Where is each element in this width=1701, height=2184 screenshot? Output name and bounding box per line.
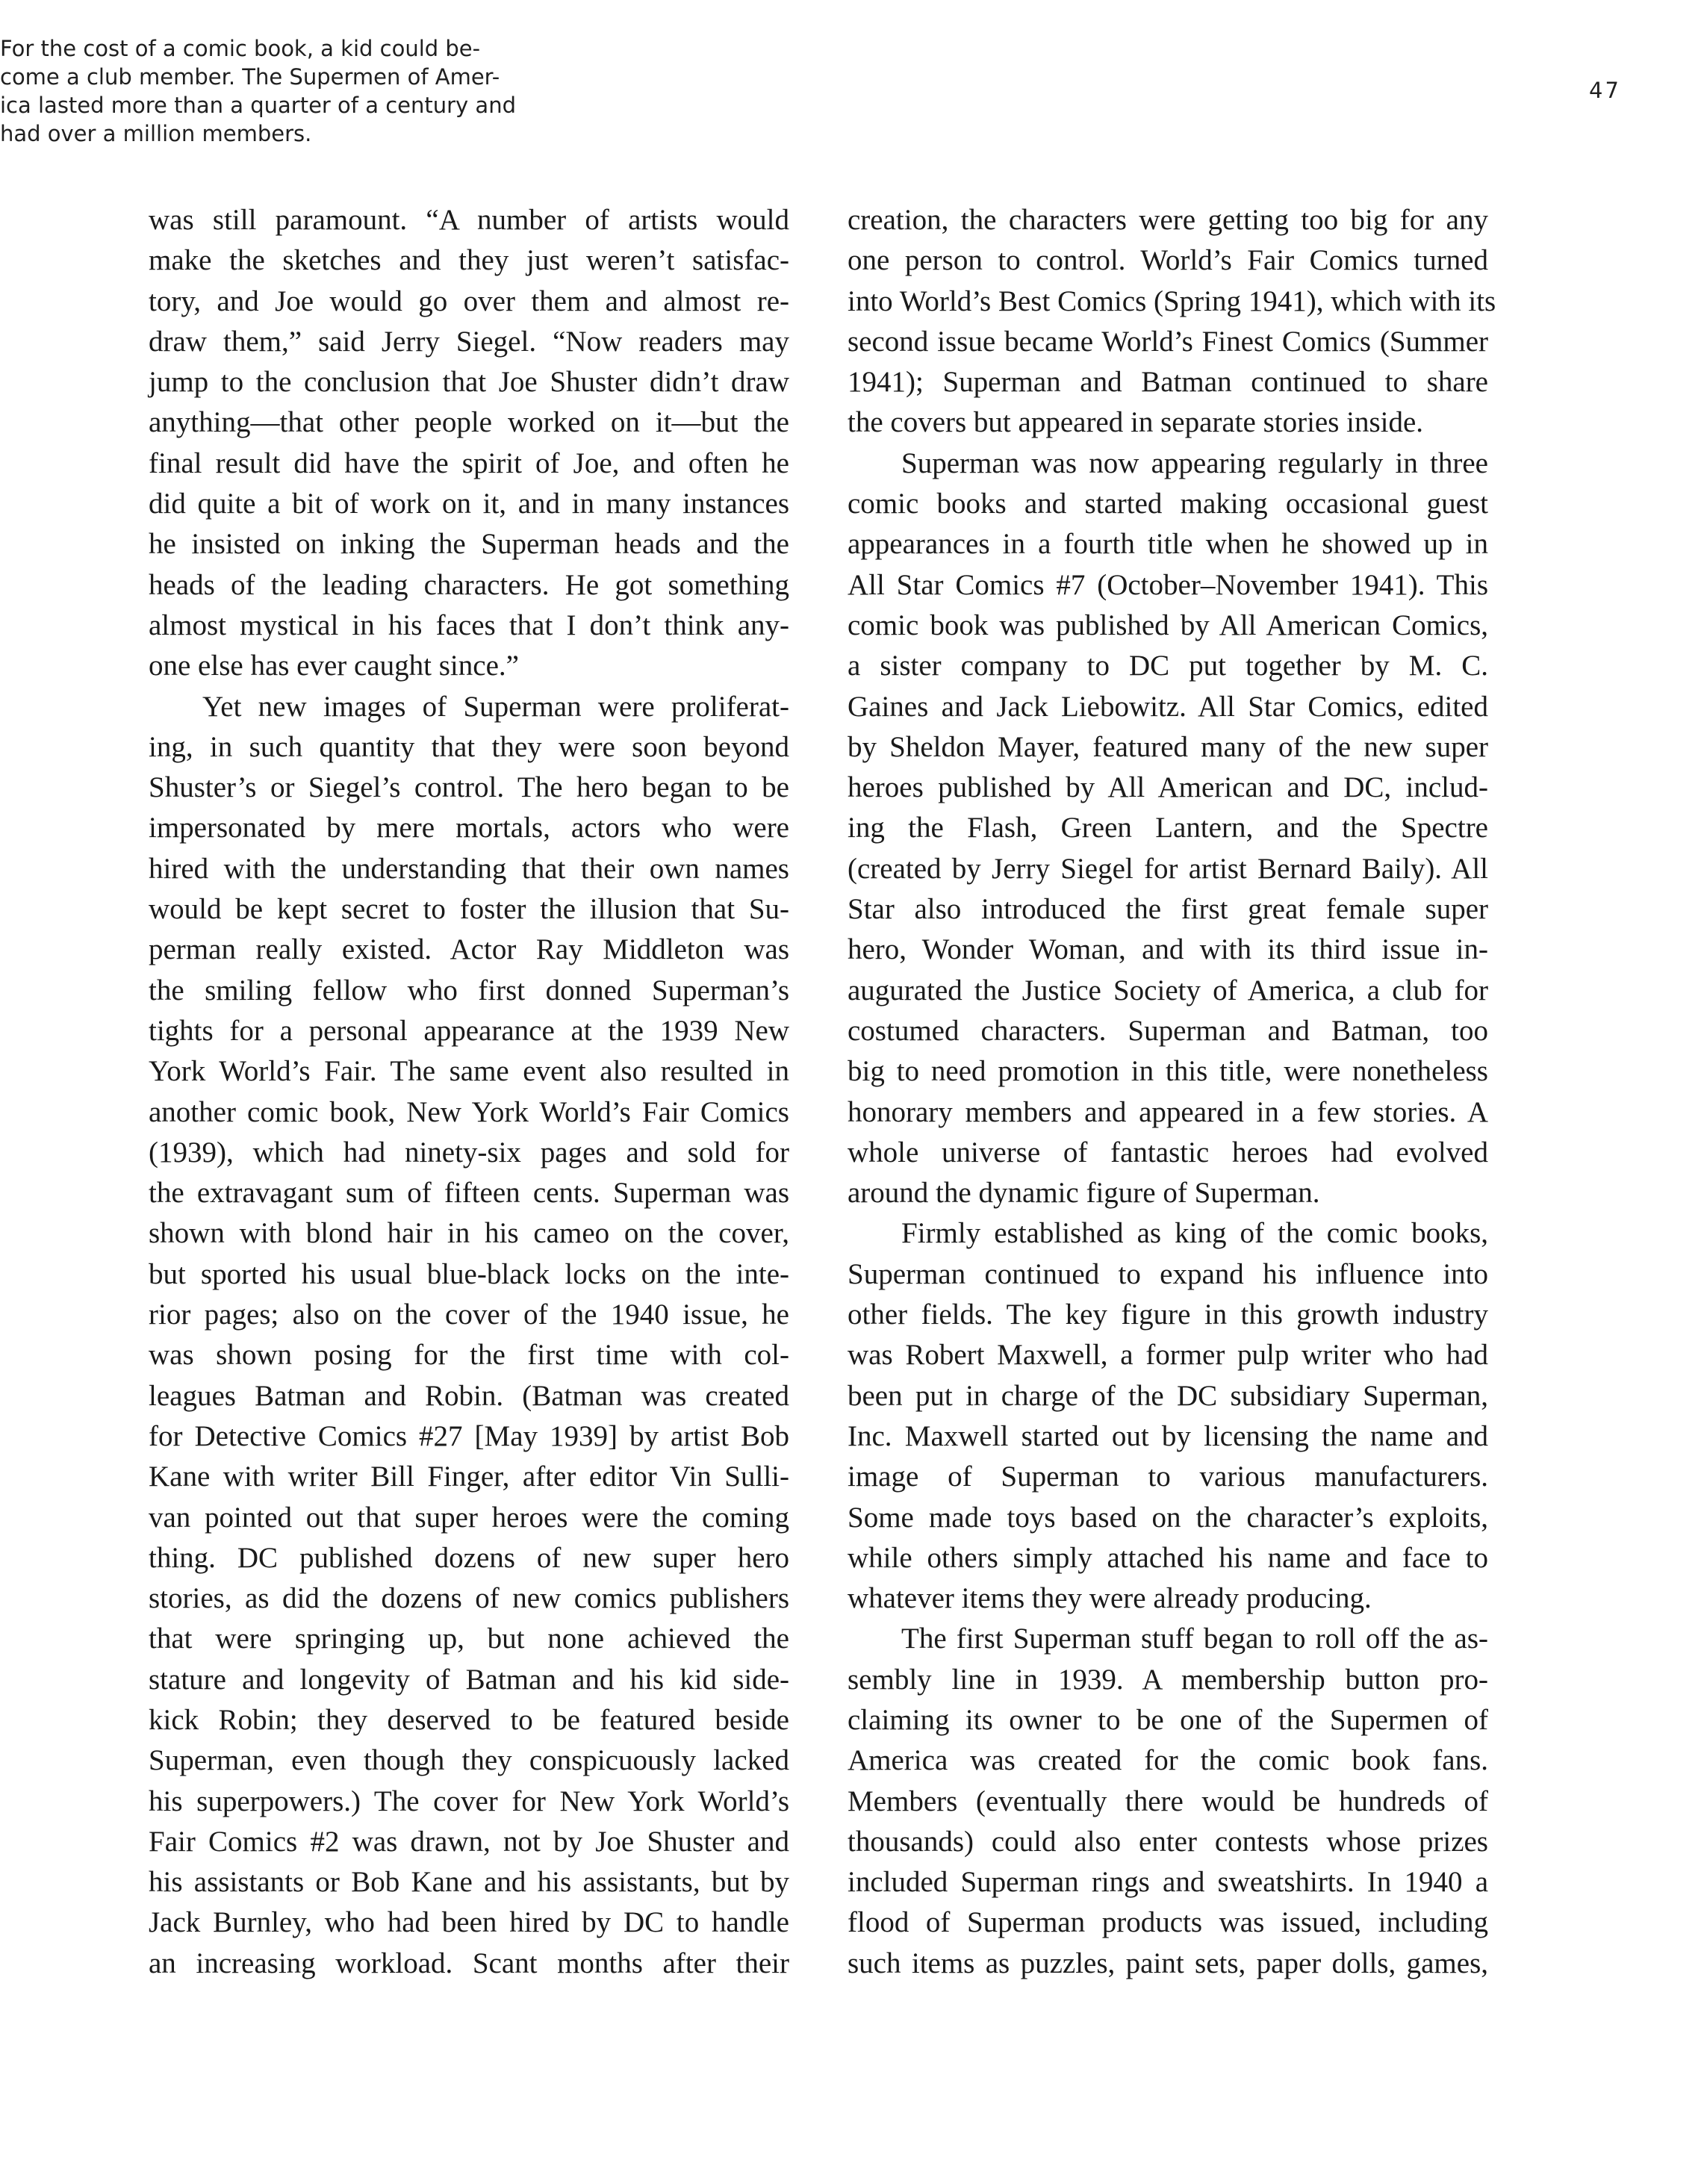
text-line: was still paramount. “A number of artists would: [149, 204, 789, 236]
text-line: (1939), which had ninety-six pages and sold for: [149, 1136, 789, 1169]
text-line: second issue became World’s Finest Comics (Summer: [848, 325, 1488, 358]
caption-line: come a club member. The Supermen of Amer-: [0, 64, 500, 90]
text-line: the covers but appeared in separate stories inside.: [848, 406, 1424, 439]
text-line: whole universe of fantastic heroes had evolved: [848, 1136, 1488, 1169]
text-line: Inc. Maxwell started out by licensing the name and: [848, 1419, 1488, 1452]
caption-line: For the cost of a comic book, a kid could be-: [0, 36, 481, 61]
right-text-column: [848, 200, 1496, 1984]
text-line: Superman, even though they conspicuously lacked: [149, 1744, 789, 1777]
text-line: Fair Comics #2 was drawn, not by Joe Shuster and: [149, 1825, 789, 1858]
text-line: 1941); Superman and Batman continued to share: [848, 366, 1488, 399]
text-line: almost mystical in his faces that I don’t think any-: [149, 609, 789, 641]
text-line: (created by Jerry Siegel for artist Bernard Baily). All: [848, 852, 1488, 885]
text-line: into World’s Best Comics (Spring 1941), which with its: [848, 284, 1496, 317]
text-line: thing. DC published dozens of new super hero: [149, 1541, 789, 1574]
text-line: image of Superman to various manufacturers.: [848, 1460, 1488, 1493]
text-line: Firmly established as king of the comic books,: [901, 1217, 1488, 1250]
text-line: included Superman rings and sweatshirts. In 1940 a: [848, 1866, 1488, 1899]
text-line: his assistants or Bob Kane and his assistants, but by: [149, 1866, 789, 1899]
text-line: shown with blond hair in his cameo on the cover,: [149, 1217, 789, 1250]
text-line: kick Robin; they deserved to be featured beside: [149, 1703, 789, 1736]
text-line: stature and longevity of Batman and his kid side-: [149, 1663, 789, 1696]
text-line: he insisted on inking the Superman heads and the: [149, 528, 789, 561]
text-line: while others simply attached his name and face to: [848, 1541, 1488, 1574]
text-line: was Robert Maxwell, a former pulp writer who had: [848, 1339, 1488, 1372]
left-text-column: [149, 200, 789, 1984]
text-line: costumed characters. Superman and Batman, too: [848, 1014, 1488, 1047]
text-line: tights for a personal appearance at the 1939 New: [149, 1014, 789, 1047]
text-line: Members (eventually there would be hundreds of: [848, 1785, 1488, 1817]
text-line: leagues Batman and Robin. (Batman was created: [149, 1379, 789, 1412]
caption-line: had over a million members.: [0, 121, 312, 146]
text-line: but sported his usual blue-black locks on the inte-: [149, 1257, 789, 1290]
text-line: one person to control. World’s Fair Comics turned: [848, 244, 1488, 277]
text-line: York World’s Fair. The same event also resulted in: [149, 1055, 789, 1088]
text-line: been put in charge of the DC subsidiary Superman,: [848, 1379, 1488, 1412]
text-line: America was created for the comic book fans.: [848, 1744, 1488, 1777]
caption-line: ica lasted more than a quarter of a century and: [0, 93, 516, 118]
page-number: 47: [1589, 78, 1621, 103]
text-line: Some made toys based on the character’s exploits,: [848, 1501, 1488, 1534]
text-line: heads of the leading characters. He got something: [149, 568, 789, 601]
text-line: was shown posing for the first time with col-: [149, 1339, 789, 1372]
text-line: for Detective Comics #27 [May 1939] by artist Bob: [149, 1419, 789, 1452]
text-line: ing, in such quantity that they were soon beyond: [149, 730, 789, 763]
text-line: hired with the understanding that their own names: [149, 852, 789, 885]
text-line: the smiling fellow who first donned Superman’s: [149, 974, 789, 1007]
text-line: impersonated by mere mortals, actors who were: [149, 812, 789, 844]
text-line: final result did have the spirit of Joe, and often he: [149, 447, 789, 479]
text-line: another comic book, New York World’s Fair Comics: [149, 1095, 789, 1128]
text-line: comic books and started making occasional guest: [848, 488, 1488, 520]
text-line: honorary members and appeared in a few stories. A: [848, 1095, 1488, 1128]
text-line: sembly line in 1939. A membership button pro-: [848, 1663, 1488, 1696]
text-line: flood of Superman products was issued, including: [848, 1906, 1488, 1939]
text-line: the extravagant sum of fifteen cents. Superman was: [149, 1177, 789, 1210]
text-line: claiming its owner to be one of the Supermen of: [848, 1703, 1488, 1736]
text-line: a sister company to DC put together by M. C.: [848, 650, 1488, 682]
text-line: creation, the characters were getting too big for any: [848, 204, 1488, 236]
text-line: Gaines and Jack Liebowitz. All Star Comics, edited: [848, 690, 1488, 723]
text-line: his superpowers.) The cover for New York World’s: [149, 1785, 789, 1817]
text-line: draw them,” said Jerry Siegel. “Now readers may: [149, 325, 789, 358]
text-line: big to need promotion in this title, were nonetheless: [848, 1055, 1488, 1088]
text-line: thousands) could also enter contests whose prizes: [848, 1825, 1488, 1858]
text-line: jump to the conclusion that Joe Shuster didn’t draw: [149, 366, 789, 399]
text-line: Superman continued to expand his influence into: [848, 1257, 1488, 1290]
text-line: comic book was published by All American Comics,: [848, 609, 1488, 641]
text-line: hero, Wonder Woman, and with its third issue in-: [848, 933, 1488, 966]
text-line: did quite a bit of work on it, and in many instances: [149, 488, 789, 520]
text-line: an increasing workload. Scant months after their: [149, 1947, 789, 1979]
text-line: would be kept secret to foster the illusion that Su-: [149, 893, 789, 926]
text-line: other fields. The key figure in this growth industry: [848, 1298, 1488, 1331]
text-line: by Sheldon Mayer, featured many of the new super: [848, 730, 1488, 763]
text-line: Superman was now appearing regularly in three: [901, 447, 1488, 479]
text-line: stories, as did the dozens of new comics publishers: [149, 1582, 789, 1615]
text-line: such items as puzzles, paint sets, paper dolls, games,: [848, 1947, 1488, 1979]
text-line: make the sketches and they just weren’t satisfac-: [149, 244, 789, 277]
text-line: Kane with writer Bill Finger, after editor Vin Sulli-: [149, 1460, 789, 1493]
text-line: around the dynamic figure of Superman.: [848, 1177, 1320, 1210]
text-line: van pointed out that super heroes were the coming: [149, 1501, 789, 1534]
text-line: perman really existed. Actor Ray Middleton was: [149, 933, 789, 966]
photo-caption: [0, 34, 567, 148]
text-line: whatever items they were already producing.: [848, 1582, 1372, 1615]
text-line: one else has ever caught since.”: [149, 650, 519, 682]
text-line: rior pages; also on the cover of the 1940 issue, he: [149, 1298, 789, 1331]
text-line: appearances in a fourth title when he showed up in: [848, 528, 1488, 561]
text-line: Star also introduced the first great female super: [848, 893, 1488, 926]
text-line: tory, and Joe would go over them and almost re-: [149, 284, 789, 317]
text-line: ing the Flash, Green Lantern, and the Spectre: [848, 812, 1488, 844]
text-line: augurated the Justice Society of America, a club for: [848, 974, 1488, 1007]
text-line: Yet new images of Superman were proliferat-: [202, 690, 789, 723]
text-line: Shuster’s or Siegel’s control. The hero began to be: [149, 771, 789, 804]
text-line: All Star Comics #7 (October–November 1941). This: [848, 568, 1488, 601]
text-line: Jack Burnley, who had been hired by DC to handle: [149, 1906, 789, 1939]
text-line: heroes published by All American and DC, includ-: [848, 771, 1488, 804]
text-line: The first Superman stuff began to roll off the as-: [901, 1623, 1488, 1655]
text-line: anything—that other people worked on it—but the: [149, 406, 789, 439]
text-line: that were springing up, but none achieved the: [149, 1623, 789, 1655]
